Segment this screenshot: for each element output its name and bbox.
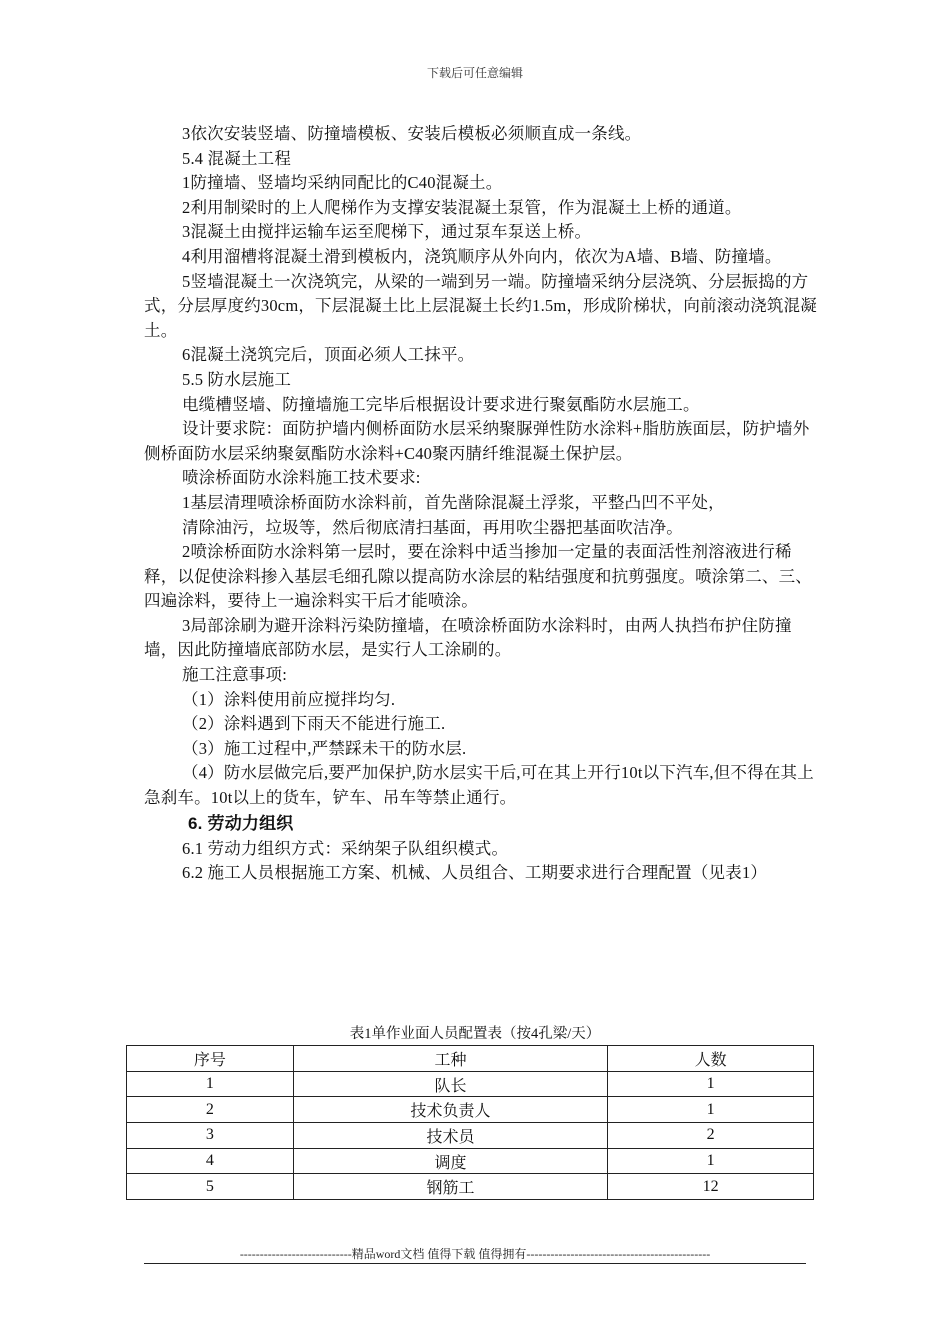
table-cell: 1	[608, 1097, 814, 1123]
section-heading: 5.4 混凝土工程	[182, 148, 292, 168]
paragraph: 喷涂桥面防水涂料施工技术要求:	[182, 468, 421, 488]
paragraph: 6.2 施工人员根据施工方案、机械、人员组合、工期要求进行合理配置（见表1）	[182, 863, 768, 883]
table-cell: 5	[127, 1174, 294, 1200]
section-heading: 5.5 防水层施工	[182, 369, 292, 389]
column-header: 工种	[293, 1046, 608, 1072]
table-caption: 表1单作业面人员配置表（按4孔梁/天）	[349, 1026, 601, 1042]
paragraph: 电缆槽竖墙、防撞墙施工完毕后根据设计要求进行聚氨酯防水层施工。	[182, 394, 700, 414]
page-header: 下载后可任意编辑	[426, 66, 523, 80]
table-row	[127, 1148, 814, 1174]
table-cell: 队长	[293, 1071, 608, 1097]
table-row	[127, 1097, 814, 1123]
table-cell: 技术负责人	[293, 1097, 608, 1123]
note-item: （3）施工过程中,严禁踩未干的防水层.	[182, 738, 467, 758]
table-cell: 12	[608, 1174, 814, 1200]
staffing-table	[126, 1045, 814, 1200]
table-cell: 1	[127, 1071, 294, 1097]
paragraph: 1基层清理喷涂桥面防水涂料前，首先凿除混凝土浮浆，平整凸凹不平处，	[182, 492, 725, 512]
table-row	[127, 1174, 814, 1200]
table-row	[127, 1123, 814, 1149]
table-header-row	[127, 1046, 814, 1072]
paragraph: 6.1 劳动力组织方式：采纳架子队组织模式。	[182, 838, 509, 858]
column-header: 人数	[608, 1046, 814, 1072]
paragraph: 4利用溜槽将混凝土滑到模板内，浇筑顺序从外向内，依次为A墙、B墙、防撞墙。	[182, 246, 782, 266]
paragraph: 2利用制梁时的上人爬梯作为支撑安装混凝土泵管，作为混凝土上桥的通道。	[182, 197, 742, 217]
note-item: （4）防水层做完后,要严加保护,防水层实干后,可在其上开行10t以下汽车,但不得在其上急刹车。10t以上的货车，铲车、吊车等禁止通行。	[144, 763, 814, 808]
paragraph: 5竖墙混凝土一次浇筑完，从梁的一端到另一端。防撞墙采纳分层浇筑、分层振捣的方式，分层厚度约30cm，下层混凝土比上层混凝土长约1.5m，形成阶梯状，向前滚动浇筑混凝土。	[144, 271, 817, 340]
table-cell: 3	[127, 1123, 294, 1149]
paragraph: 3局部涂刷为避开涂料污染防撞墙，在喷涂桥面防水涂料时，由两人执挡布护住防撞墙，因此防撞墙底部防水层，是实行人工涂刷的。	[144, 615, 792, 660]
chapter-heading: 6. 劳动力组织	[188, 813, 294, 833]
column-header: 序号	[127, 1046, 294, 1072]
table-cell: 技术员	[293, 1123, 608, 1149]
paragraph: 施工注意事项:	[182, 665, 287, 685]
note-item: （1）涂料使用前应搅拌均匀.	[182, 689, 396, 709]
paragraph: 3混凝土由搅拌运输车运至爬梯下，通过泵车泵送上桥。	[182, 222, 592, 242]
document-body	[144, 122, 824, 886]
table-cell: 2	[608, 1123, 814, 1149]
footer-divider	[144, 1263, 806, 1264]
paragraph: 设计要求院：面防护墙内侧桥面防水层采纳聚脲弹性防水涂料+脂肪族面层，防护墙外侧桥面防水层采纳聚氨酯防水涂料+C40聚丙腈纤维混凝土保护层。	[144, 419, 810, 463]
paragraph: 1防撞墙、竖墙均采纳同配比的C40混凝土。	[182, 173, 503, 193]
table-cell: 钢筋工	[293, 1174, 608, 1200]
table-cell: 2	[127, 1097, 294, 1123]
note-item: （2）涂料遇到下雨天不能进行施工.	[182, 714, 446, 734]
paragraph: 3依次安装竖墙、防撞墙模板、安装后模板必须顺直成一条线。	[182, 124, 642, 143]
paragraph: 清除油污，垃圾等，然后彻底清扫基面，再用吹尘器把基面吹洁净。	[182, 517, 683, 537]
table-cell: 调度	[293, 1148, 608, 1174]
table-row	[127, 1071, 814, 1097]
page-footer: ----------------------------精品word文档 值得下载 值得拥有----------------------------------------------	[239, 1247, 711, 1261]
table-cell: 4	[127, 1148, 294, 1174]
table-cell: 1	[608, 1148, 814, 1174]
paragraph: 6混凝土浇筑完后，顶面必须人工抹平。	[182, 345, 475, 365]
paragraph: 2喷涂桥面防水涂料第一层时，要在涂料中适当掺加一定量的表面活性剂溶液进行稀释，以促使涂料掺入基层毛细孔隙以提高防水涂层的粘结强度和抗剪强度。喷涂第二、三、四遍涂料，要待上一遍涂料实干后才能喷涂。	[144, 542, 812, 611]
table-cell: 1	[608, 1071, 814, 1097]
